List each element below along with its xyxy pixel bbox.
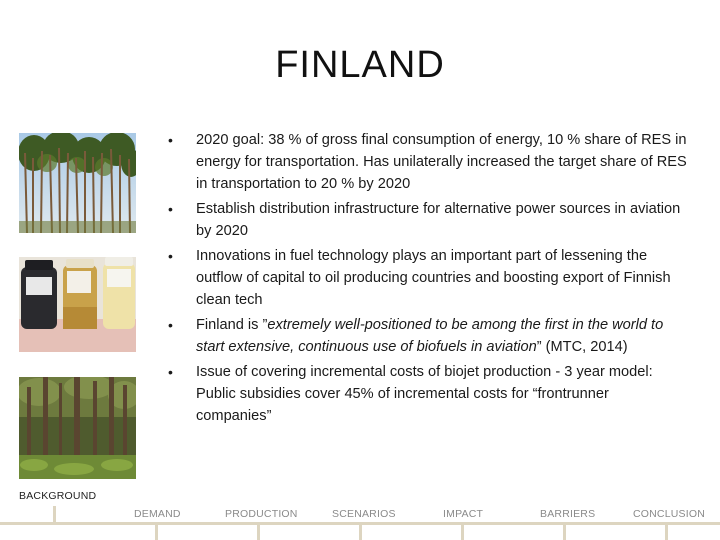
nav-item-conclusion[interactable]: CONCLUSION <box>633 508 706 520</box>
nav-item-demand[interactable]: DEMAND <box>134 508 181 520</box>
bullet-icon: • <box>168 248 173 264</box>
nav-tick <box>257 525 260 540</box>
bullet-list <box>168 129 688 430</box>
biofuel-bottles-photo <box>19 257 136 352</box>
bullet-icon: • <box>168 364 173 380</box>
nav-item-impact[interactable]: IMPACT <box>443 508 484 520</box>
bullet-text-suffix: ” (MTC, 2014) <box>536 339 628 355</box>
bullet-icon: • <box>168 132 173 148</box>
nav-tick <box>155 525 158 540</box>
nav-tick <box>359 525 362 540</box>
bullet-icon: • <box>168 201 173 217</box>
forest-photo <box>19 133 136 233</box>
bullet-item <box>168 361 688 427</box>
bullet-text-prefix: Finland is ” <box>196 317 268 333</box>
bullet-item <box>168 198 688 242</box>
bullet-text: Establish distribution infrastructure for alternative power sources in aviation by 2020 <box>196 201 681 239</box>
woodland-photo <box>19 377 136 479</box>
bullet-text: Innovations in fuel technology plays an important part of lessening the outflow of capital to oil producing countries and boosting export of Finnish clean tech <box>196 248 671 308</box>
bullet-text: 2020 goal: 38 % of gross final consumption of energy, 10 % share of RES in energy for transportation. Has unilaterally increased the target share of RES in transportation to 20 % by 2020 <box>196 132 687 192</box>
bullet-item <box>168 314 688 358</box>
bullet-item <box>168 129 688 195</box>
bullet-item <box>168 245 688 311</box>
nav-tick <box>461 525 464 540</box>
nav-item-barriers[interactable]: BARRIERS <box>540 508 596 520</box>
bullet-text: Issue of covering incremental costs of biojet production - 3 year model: Public subsidies cover 45% of incremental costs for “frontrunner companies” <box>196 364 653 424</box>
nav-item-scenarios[interactable]: SCENARIOS <box>332 508 396 520</box>
nav-item-background[interactable]: BACKGROUND <box>19 490 97 502</box>
nav-item-production[interactable]: PRODUCTION <box>225 508 298 520</box>
bullet-quote: extremely well-positioned to be among the first in the world to start extensive, continuous use of biofuels in aviation <box>196 317 664 355</box>
slide-title: FINLAND <box>275 44 445 86</box>
bullet-icon: • <box>168 317 173 333</box>
nav-tick-active <box>53 506 56 522</box>
nav-tick <box>665 525 668 540</box>
nav-tick <box>563 525 566 540</box>
